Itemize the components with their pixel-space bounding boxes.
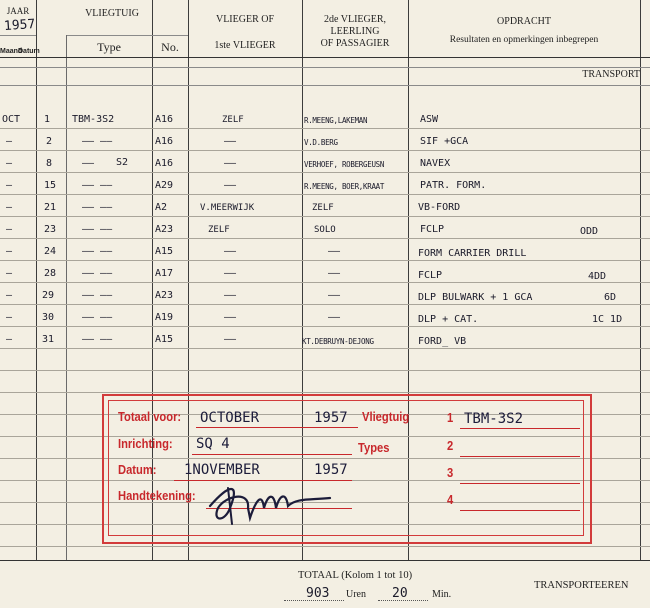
- stamp-totaal-voor-label: Totaal voor:: [118, 409, 182, 424]
- row-opdracht: PATR. FORM.: [420, 180, 487, 191]
- header-jaar: JAAR: [6, 6, 30, 16]
- row-vlieger: ZELF: [208, 225, 230, 235]
- stamp-month: OCTOBER: [200, 410, 260, 426]
- header-tweede-2: LEERLING: [330, 26, 380, 37]
- col-divider: [640, 0, 641, 560]
- row-datum: 21: [44, 202, 57, 213]
- footer-totaal: TOTAAL (Kolom 1 tot 10): [298, 570, 413, 581]
- row-datum: 28: [44, 268, 57, 279]
- row-opdracht: SIF +GCA: [420, 136, 469, 147]
- header-vlieger-2: 1ste VLIEGER: [214, 40, 276, 51]
- row-no: A2: [155, 202, 168, 213]
- row-tweede: KT.DEBRUYN-DEJONG: [302, 337, 374, 346]
- row-no: A16: [155, 158, 174, 169]
- row-opdracht: DLP BULWARK + 1 GCA: [418, 292, 533, 303]
- row-datum: 15: [44, 180, 57, 191]
- row-tweede: VERHOEF, ROBERGEUSN: [304, 160, 385, 169]
- stamp-type-num-3: 3: [447, 465, 454, 480]
- stamp-handtekening-label: Handtekening:: [118, 488, 196, 503]
- row-vlieger: V.MEERWIJK: [200, 203, 255, 213]
- header-opdracht: OPDRACHT: [497, 16, 551, 27]
- signature: [200, 478, 350, 526]
- stamp-inrichting-value: SQ 4: [196, 436, 230, 452]
- stamp-datum-year: 1957: [314, 462, 348, 478]
- header-tweede-3: OF PASSAGIER: [320, 38, 390, 49]
- footer-min-label: Min.: [432, 589, 452, 600]
- row-extra: ODD: [580, 226, 599, 237]
- row-datum: 24: [44, 246, 57, 257]
- header-maand: Maand: [0, 48, 23, 55]
- row-datum: 29: [42, 290, 55, 301]
- row-no: A29: [155, 180, 174, 191]
- row-no: A16: [155, 136, 174, 147]
- footer-uren-label: Uren: [346, 589, 366, 600]
- row-tweede: V.D.BERG: [304, 138, 338, 147]
- stamp-vliegtuig-label: Vliegtuig: [362, 409, 410, 424]
- row-datum: 23: [44, 224, 57, 235]
- row-type: TBM-3S2: [72, 114, 115, 125]
- row-type: S2: [116, 157, 129, 168]
- row-opdracht: FORM CARRIER DRILL: [418, 248, 527, 259]
- row-extra: 6D: [604, 292, 617, 303]
- row-maand: OCT: [2, 114, 21, 125]
- header-datum: Datum: [18, 48, 40, 55]
- row-opdracht: NAVEX: [420, 158, 451, 169]
- row-no: A17: [155, 268, 174, 279]
- row-vlieger: ZELF: [222, 115, 244, 125]
- row-no: A23: [155, 224, 174, 235]
- row-opdracht: ASW: [420, 114, 439, 125]
- stamp-type-num-1: 1: [447, 410, 454, 425]
- header-vliegtuig: VLIEGTUIG: [85, 8, 139, 19]
- footer-uren-value: 903: [306, 586, 330, 601]
- row-tweede: R.MEENG,LAKEMAN: [304, 116, 368, 125]
- row-no: A16: [155, 114, 174, 125]
- row-opdracht: FORD_ VB: [418, 336, 467, 347]
- row-datum: 2: [46, 136, 53, 147]
- row-no: A19: [155, 312, 174, 323]
- col-divider: [36, 0, 37, 560]
- row-no: A23: [155, 290, 174, 301]
- row-no: A15: [155, 334, 174, 345]
- transport-line: [0, 67, 650, 68]
- table-bottom-line: [0, 560, 650, 561]
- row-tweede: R.MEENG, BOER,KRAAT: [304, 182, 385, 191]
- row-no: A15: [155, 246, 174, 257]
- header-subline: [67, 35, 188, 36]
- header-bottom-line: [0, 57, 650, 58]
- row-tweede: ZELF: [312, 203, 334, 213]
- stamp-type-num-2: 2: [447, 438, 454, 453]
- stamp-datum-value: 1NOVEMBER: [184, 462, 260, 478]
- stamp-type-num-4: 4: [447, 492, 454, 507]
- header-opdracht-sub: Resultaten en opmerkingen inbegrepen: [449, 35, 599, 45]
- row-opdracht: FCLP: [418, 270, 443, 281]
- row-datum: 8: [46, 158, 53, 169]
- row-tweede: SOLO: [314, 225, 336, 235]
- stamp-datum-label: Datum:: [118, 462, 157, 477]
- row-opdracht: FCLP: [420, 224, 445, 235]
- row-opdracht: VB-FORD: [418, 202, 461, 213]
- header-vlieger-1: VLIEGER OF: [215, 14, 275, 25]
- row-extra: 1C 1D: [592, 314, 623, 325]
- header-year: 1957: [3, 16, 36, 35]
- footer-min-value: 20: [392, 586, 408, 601]
- stamp-type1-value: TBM-3S2: [464, 411, 524, 427]
- header-tweede-1: 2de VLIEGER,: [323, 14, 387, 25]
- transport-bottom-line: [0, 85, 650, 86]
- row-datum: 31: [42, 334, 55, 345]
- header-transport: TRANSPORT: [582, 69, 640, 80]
- row-opdracht: DLP + CAT.: [418, 314, 479, 325]
- row-extra: 4DD: [588, 271, 607, 282]
- logbook-page: JAAR 1957 Maand Datum VLIEGTUIG Type No. VLIEGER OF 1ste VLIEGER 2de VLIEGER, LEERLING OF PASSAGIER OPDRACHT Resultaten en opmerkingen inbegrepen TRANSPORT OCT 1 TBM-3S2 A16 ZELF R.MEENG,LAKEMAN ASW — 2 —— —— A16 —— V.D.BERG SIF +GCA — 8 —— S2 A16 —— VERHOEF, ROBERGEUSN NAVEX — 15 —— —— A29 —— R.MEENG, BOER,KRAAT PATR. FORM. — 21 —— —— A2 V.MEERWIJK ZELF VB-FORD — 23 —— —— A23 ZELF SOLO FCLP ODD — 24 —— —— A15 —— —— FORM CARRIER DRILL — 28 —— —— A17 —— —— FCLP 4DD — 29 —— —— A23 —— —— DLP BULWARK + 1 GCA 6D — 30 —— —— A19 —— —— DLP + CAT. 1C 1D — 31 —— —— A15 —— KT.DEBRUYN-DEJONG FORD_ VB Totaal voor: OCTOBER 1957 Vliegtuig Inrichting: SQ 4 Types Datum: 1NOVEMBER 1957 Handtekening: 1 TBM-3S2 2 3 4 TOTAAL (Kolom 1 tot 10) 903 Uren 20 Min. TRANSPORTEEREN: [0, 0, 650, 608]
- row-datum: 30: [42, 312, 55, 323]
- stamp-year: 1957: [314, 410, 348, 426]
- stamp-inrichting-label: Inrichting:: [118, 436, 173, 451]
- footer-transporteeren: TRANSPORTEEREN: [534, 580, 629, 591]
- header-subline: [0, 35, 36, 36]
- header-no: No.: [161, 40, 179, 54]
- row-datum: 1: [44, 114, 51, 125]
- header-type: Type: [97, 40, 121, 54]
- stamp-types-label: Types: [358, 440, 390, 455]
- col-divider: [66, 35, 67, 560]
